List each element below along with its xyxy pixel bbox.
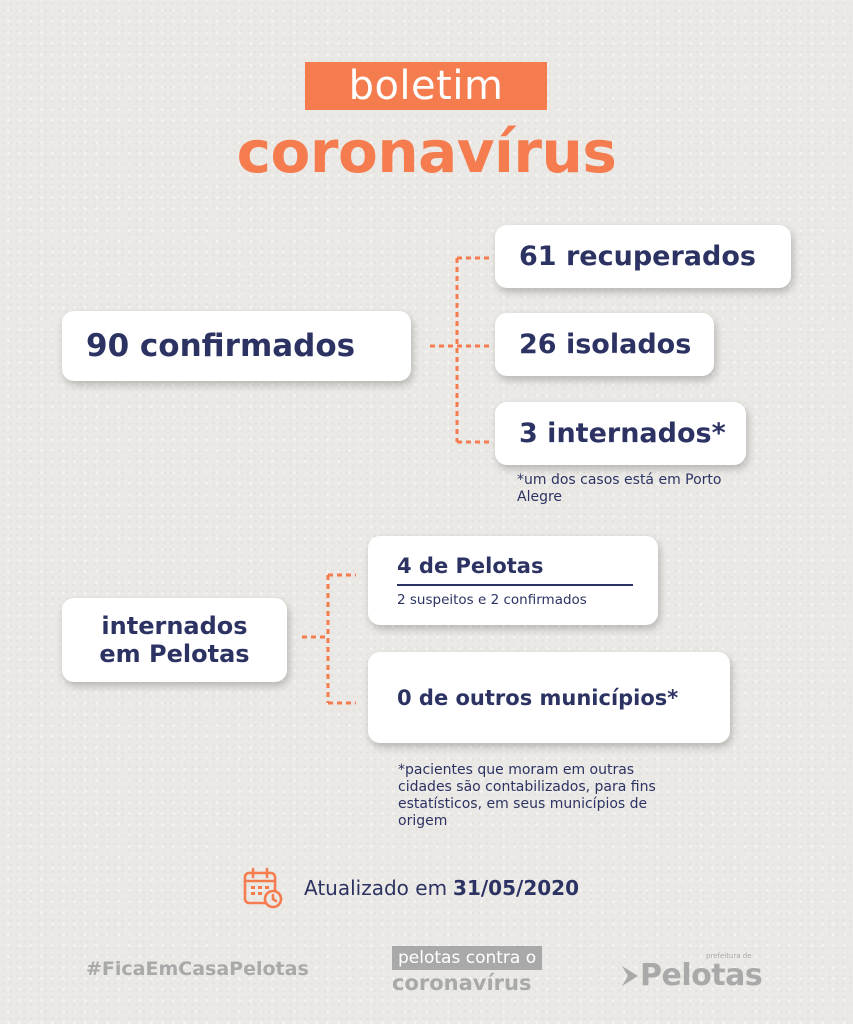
updated-date: 31/05/2020 <box>453 876 579 900</box>
other-municipalities-card <box>368 652 730 743</box>
pelotas-label-line1: internados <box>101 612 248 640</box>
isolated-label: 26 isolados <box>519 329 692 360</box>
pelotas-hospitalized-card <box>62 598 287 682</box>
title-coronavirus: coronavírus <box>236 118 617 186</box>
prefeitura-small: prefeitura de <box>706 952 752 960</box>
campaign-bottom: coronavírus <box>392 971 532 995</box>
calendar-clock-icon <box>242 866 284 910</box>
confirmed-card <box>62 311 411 381</box>
hospitalized-label: 3 internados* <box>519 418 726 449</box>
campaign-top: pelotas contra o <box>392 946 542 970</box>
local-cases-card <box>368 536 658 625</box>
pelotas-label-line2: em Pelotas <box>99 640 250 668</box>
other-municipalities-label: 0 de outros municípios* <box>397 685 679 710</box>
hospitalized-footnote: *um dos casos está em Porto Alegre <box>517 472 722 505</box>
prefeitura-mark-icon <box>620 962 640 990</box>
other-municipalities-footnote: *pacientes que moram em outras cidades são contabilizados, para fins estatísticos, em seus municípios de origem <box>398 762 656 829</box>
recovered-card <box>495 225 791 288</box>
prefeitura-logo <box>620 952 770 996</box>
title-boletim: boletim <box>305 62 547 110</box>
isolated-card <box>495 313 714 376</box>
updated-label: Atualizado em <box>304 876 448 900</box>
confirmed-label: 90 confirmados <box>86 328 356 364</box>
connector-top-bracket <box>420 250 500 450</box>
hospitalized-card <box>495 402 746 465</box>
recovered-label: 61 recuperados <box>519 241 756 272</box>
connector-bottom-bracket <box>300 565 370 710</box>
local-cases-title: 4 de Pelotas <box>397 554 633 586</box>
local-cases-detail: 2 suspeitos e 2 confirmados <box>397 591 587 608</box>
prefeitura-name: Pelotas <box>640 958 763 993</box>
updated-line <box>242 866 579 910</box>
hashtag: #FicaEmCasaPelotas <box>86 958 309 980</box>
campaign-logo <box>392 946 572 996</box>
